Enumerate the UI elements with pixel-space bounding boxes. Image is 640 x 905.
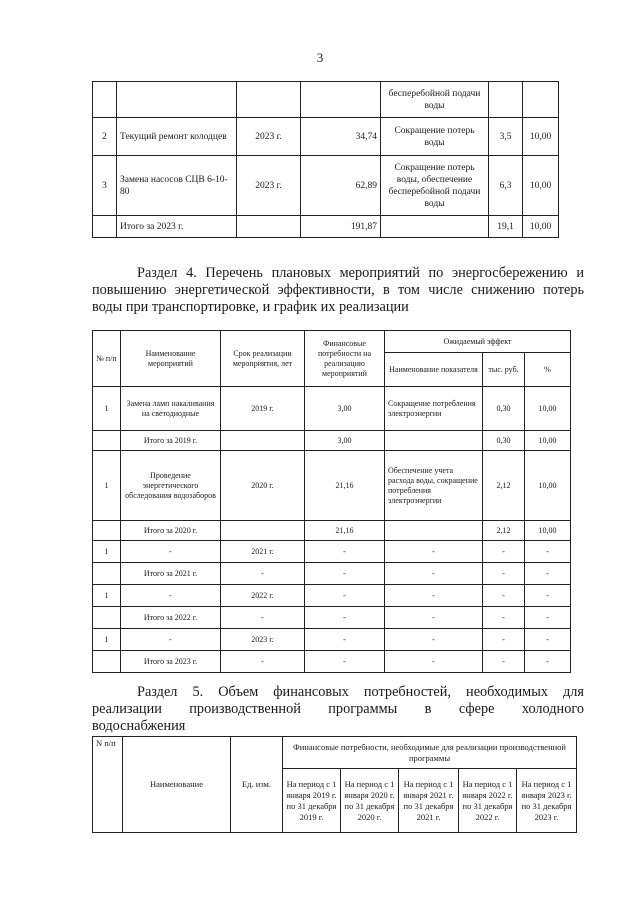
col-header-unit: Ед. изм. (231, 737, 283, 833)
table-row (93, 118, 559, 156)
row-rub: - (483, 607, 525, 629)
row-name: Замена ламп накаливания на светодиодные (121, 387, 221, 431)
row-rub: - (483, 629, 525, 651)
row-name: Итого за 2022 г. (121, 607, 221, 629)
row-num (93, 521, 121, 541)
row-name: Итого за 2019 г. (121, 431, 221, 451)
row-pct: - (525, 585, 571, 607)
table-program-continuation (92, 81, 559, 238)
table-row-total (93, 651, 571, 673)
col-header-period-2023: На период с 1 января 2023 г. по 31 декабря 2023 г. (517, 769, 577, 833)
row-percent: 10,00 (523, 156, 559, 216)
row-pct: 10,00 (525, 431, 571, 451)
row-cost (301, 82, 381, 118)
row-name: Текущий ремонт колодцев (117, 118, 237, 156)
col-header-indicator: Наименование показателя (385, 353, 483, 387)
row-cost: 34,74 (301, 118, 381, 156)
row-rub: 2,12 (483, 451, 525, 521)
row-pct: - (525, 651, 571, 673)
row-pct: - (525, 607, 571, 629)
row-indicator: - (385, 629, 483, 651)
col-header-pct: % (525, 353, 571, 387)
row-value: 3,5 (489, 118, 523, 156)
page-number: 3 (316, 50, 324, 65)
table-row-total (93, 521, 571, 541)
section-5-line-2: реализации производственной программы в сфере холодного (92, 701, 584, 717)
section-4-line-3: воды при транспортировке, и график их реализации (92, 299, 409, 315)
table-row (93, 387, 571, 431)
col-header-period-2021: На период с 1 января 2021 г. по 31 декабря 2021 г. (399, 769, 459, 833)
row-effect: Сокращение потерь воды (381, 118, 489, 156)
table-row (93, 451, 571, 521)
row-rub: - (483, 651, 525, 673)
row-finance: - (305, 541, 385, 563)
row-num: 1 (93, 541, 121, 563)
row-num (93, 651, 121, 673)
row-value: 6,3 (489, 156, 523, 216)
row-num: 2 (93, 118, 117, 156)
table-row-total (93, 607, 571, 629)
row-pct: - (525, 563, 571, 585)
row-finance: - (305, 585, 385, 607)
row-term: 2019 г. (221, 387, 305, 431)
col-header-name: Наименование (123, 737, 231, 833)
row-value (489, 82, 523, 118)
row-rub: - (483, 585, 525, 607)
row-finance: 3,00 (305, 431, 385, 451)
col-header-effect: Ожидаемый эффект (385, 331, 571, 353)
row-rub: 0,30 (483, 431, 525, 451)
row-num (93, 82, 117, 118)
row-indicator: - (385, 563, 483, 585)
row-finance: 3,00 (305, 387, 385, 431)
row-indicator (385, 521, 483, 541)
row-rub: - (483, 541, 525, 563)
row-year: 2023 г. (237, 156, 301, 216)
row-name: Итого за 2020 г. (121, 521, 221, 541)
row-name: - (121, 585, 221, 607)
row-percent: 10,00 (523, 216, 559, 238)
row-indicator: - (385, 651, 483, 673)
row-pct: - (525, 541, 571, 563)
row-effect: Сокращение потерь воды, обеспечение бесперебойной подачи воды (381, 156, 489, 216)
col-header-num: № п/п (93, 331, 121, 387)
row-indicator (385, 431, 483, 451)
table-row-total (93, 563, 571, 585)
row-term (221, 431, 305, 451)
row-name: Итого за 2023 г. (121, 651, 221, 673)
table-energy-measures (92, 330, 571, 673)
row-num: 1 (93, 629, 121, 651)
row-term: - (221, 563, 305, 585)
table-row (93, 629, 571, 651)
row-name: Итого за 2021 г. (121, 563, 221, 585)
row-cost: 62,89 (301, 156, 381, 216)
row-pct: - (525, 629, 571, 651)
row-name: Итого за 2023 г. (117, 216, 237, 238)
col-header-period-2020: На период с 1 января 2020 г. по 31 декабря 2020 г. (341, 769, 399, 833)
row-year (237, 216, 301, 238)
row-term (221, 521, 305, 541)
table-financial-needs (92, 736, 577, 833)
row-finance: - (305, 607, 385, 629)
row-pct: 10,00 (525, 451, 571, 521)
row-effect: бесперебойной подачи воды (381, 82, 489, 118)
row-term: 2022 г. (221, 585, 305, 607)
row-year (237, 82, 301, 118)
row-effect (381, 216, 489, 238)
row-indicator: - (385, 585, 483, 607)
row-rub: 2,12 (483, 521, 525, 541)
section-5-line-1: Раздел 5. Объем финансовых потребностей, необходимых для (137, 684, 584, 700)
col-header-period-2019: На период с 1 января 2019 г. по 31 декабря 2019 г. (283, 769, 341, 833)
row-indicator: Обеспечение учета расхода воды, сокращение потребления электроэнергии (385, 451, 483, 521)
row-num: 1 (93, 585, 121, 607)
col-header-name: Наименование мероприятий (121, 331, 221, 387)
section-4-heading (92, 265, 584, 316)
row-value: 19,1 (489, 216, 523, 238)
row-name: Замена насосов СЦВ 6-10-80 (117, 156, 237, 216)
section-5-heading (92, 684, 584, 735)
row-indicator: - (385, 541, 483, 563)
row-pct: 10,00 (525, 521, 571, 541)
row-cost: 191,87 (301, 216, 381, 238)
section-5-line-3: водоснабжения (92, 718, 186, 734)
row-num: 1 (93, 451, 121, 521)
row-pct: 10,00 (525, 387, 571, 431)
row-finance: - (305, 629, 385, 651)
col-header-term: Срок реализации мероприятия, лет (221, 331, 305, 387)
row-num (93, 607, 121, 629)
row-num (93, 563, 121, 585)
col-header-finance: Финансовые потребности на реализацию мероприятий (305, 331, 385, 387)
row-name (117, 82, 237, 118)
row-term: - (221, 651, 305, 673)
row-name: - (121, 541, 221, 563)
row-rub: - (483, 563, 525, 585)
col-header-num: N п/п (93, 737, 123, 833)
row-rub: 0,30 (483, 387, 525, 431)
table-header-row (93, 331, 571, 353)
table-row (93, 82, 559, 118)
table-row-total (93, 431, 571, 451)
row-name: - (121, 629, 221, 651)
row-percent: 10,00 (523, 118, 559, 156)
row-term: 2020 г. (221, 451, 305, 521)
col-header-finance: Финансовые потребности, необходимые для реализации производственной программы (283, 737, 577, 769)
row-num (93, 216, 117, 238)
row-indicator: - (385, 607, 483, 629)
table-header-row (93, 737, 577, 769)
row-finance: - (305, 563, 385, 585)
row-term: - (221, 607, 305, 629)
table-row (93, 541, 571, 563)
row-num: 3 (93, 156, 117, 216)
section-4-line-2: повышению энергетической эффективности, в том числе снижению потерь (92, 282, 584, 298)
row-name: Проведение энергетического обследования водозаборов (121, 451, 221, 521)
row-num (93, 431, 121, 451)
section-4-line-1: Раздел 4. Перечень плановых мероприятий по энергосбережению и (137, 265, 584, 281)
table-row (93, 156, 559, 216)
row-percent (523, 82, 559, 118)
row-year: 2023 г. (237, 118, 301, 156)
col-header-period-2022: На период с 1 января 2022 г. по 31 декабря 2022 г. (459, 769, 517, 833)
row-term: 2023 г. (221, 629, 305, 651)
row-finance: 21,16 (305, 451, 385, 521)
col-header-rub: тыс. руб. (483, 353, 525, 387)
row-term: 2021 г. (221, 541, 305, 563)
table-row (93, 585, 571, 607)
row-finance: 21,16 (305, 521, 385, 541)
row-num: 1 (93, 387, 121, 431)
table-row-total (93, 216, 559, 238)
row-finance: - (305, 651, 385, 673)
row-indicator: Сокращение потребления электроэнергии (385, 387, 483, 431)
